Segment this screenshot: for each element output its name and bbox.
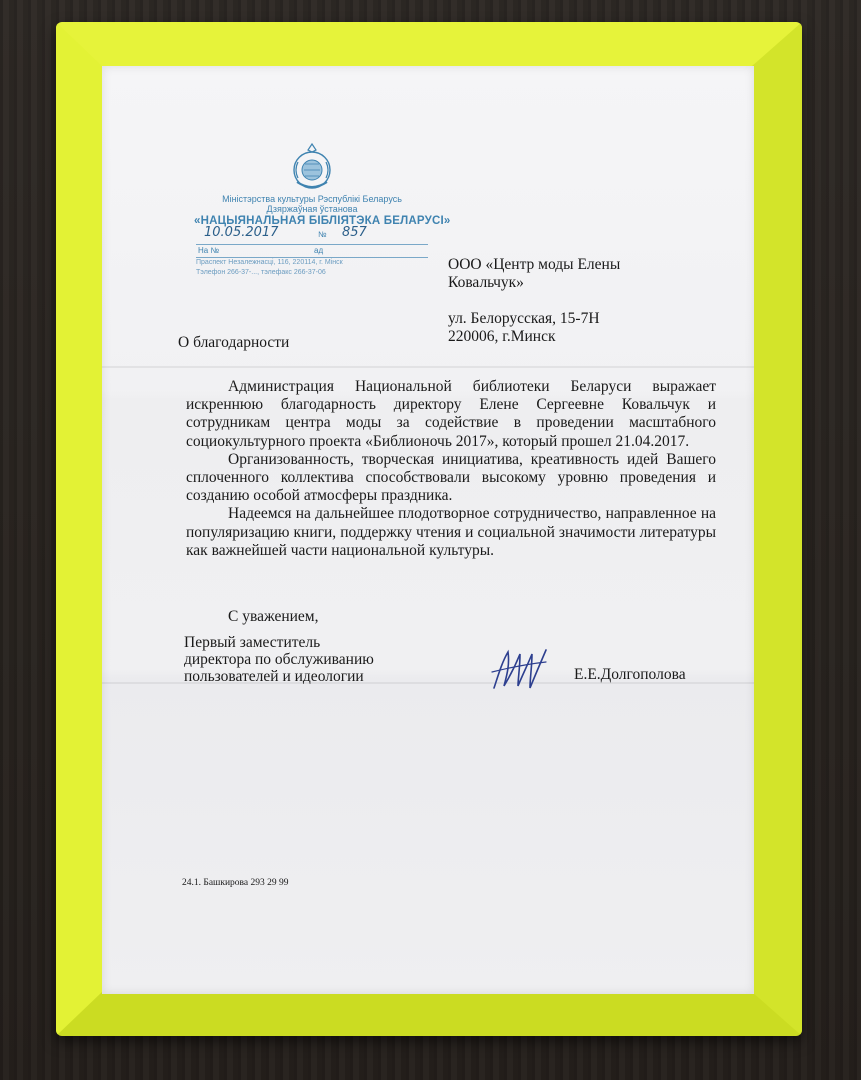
stamp-address: Праспект Незалежнасці, 116, 220114, г. Мінск	[196, 259, 343, 266]
signer-name: Е.Е.Долгополова	[574, 666, 686, 683]
body-paragraph: Администрация Национальной библиотеки Беларуси выражает искреннюю благодарность директору Елене Сергеевне Ковальчук и сотрудникам центра моды за содействие в проведении масштабного социокультурного проекта «Библионочь 2017», который прошел 21.04.2017.	[186, 378, 716, 450]
recipient-street: ул. Белорусская, 15-7Н	[448, 310, 600, 327]
signer-title-line: директора по обслуживанию	[184, 651, 374, 668]
signer-title-line: Первый заместитель	[184, 634, 321, 651]
recipient-line1: ООО «Центр моды Елены	[448, 256, 621, 273]
stamp-number-label: №	[318, 230, 327, 239]
stamp-reference-row	[196, 245, 428, 258]
stamp-phone: Тэлефон 266-37-..., тэлефакс 266-37-06	[196, 269, 326, 276]
library-letterhead-stamp	[194, 142, 451, 278]
recipient-address	[448, 256, 620, 346]
recipient-city: 220006, г.Минск	[448, 328, 556, 345]
letter-paper	[102, 66, 754, 994]
letter-body	[186, 378, 716, 560]
stamp-ministry: Міністэрства культуры Рэспублікі Беларусь	[222, 194, 402, 204]
stamp-department: Дзяржаўная ўстанова	[266, 204, 358, 214]
signer-title	[184, 634, 374, 685]
stamp-date: 10.05.2017	[204, 225, 279, 240]
stamp-ref-from: ад	[314, 246, 324, 255]
paper-fold-line	[102, 366, 754, 368]
recipient-line2: Ковальчук»	[448, 274, 524, 291]
signer-title-line: пользователей и идеологии	[184, 668, 364, 685]
letter-closing: С уважением,	[228, 608, 319, 625]
stamp-organization: «НАЦЫЯНАЛЬНАЯ БІБЛІЯТЭКА БЕЛАРУСІ»	[194, 215, 451, 227]
executor-footer: 24.1. Башкирова 293 29 99	[182, 878, 289, 888]
stamp-number: 857	[342, 225, 367, 240]
stamp-date-row	[196, 225, 428, 245]
body-paragraph: Организованность, творческая инициатива, креативность идей Вашего сплоченного коллектива способствовали высокому уровню проведения и созданию особой атмосферы праздника.	[186, 450, 716, 505]
letter-subject: О благодарности	[178, 334, 290, 351]
coat-of-arms-icon	[289, 142, 335, 194]
body-paragraph: Надеемся на дальнейшее плодотворное сотрудничество, направленное на популяризацию книги, поддержку чтения и социальной значимости литературы как важнейшей части национальной культуры.	[186, 505, 716, 559]
handwritten-signature	[488, 642, 550, 694]
stamp-ref-label: На №	[198, 246, 220, 255]
